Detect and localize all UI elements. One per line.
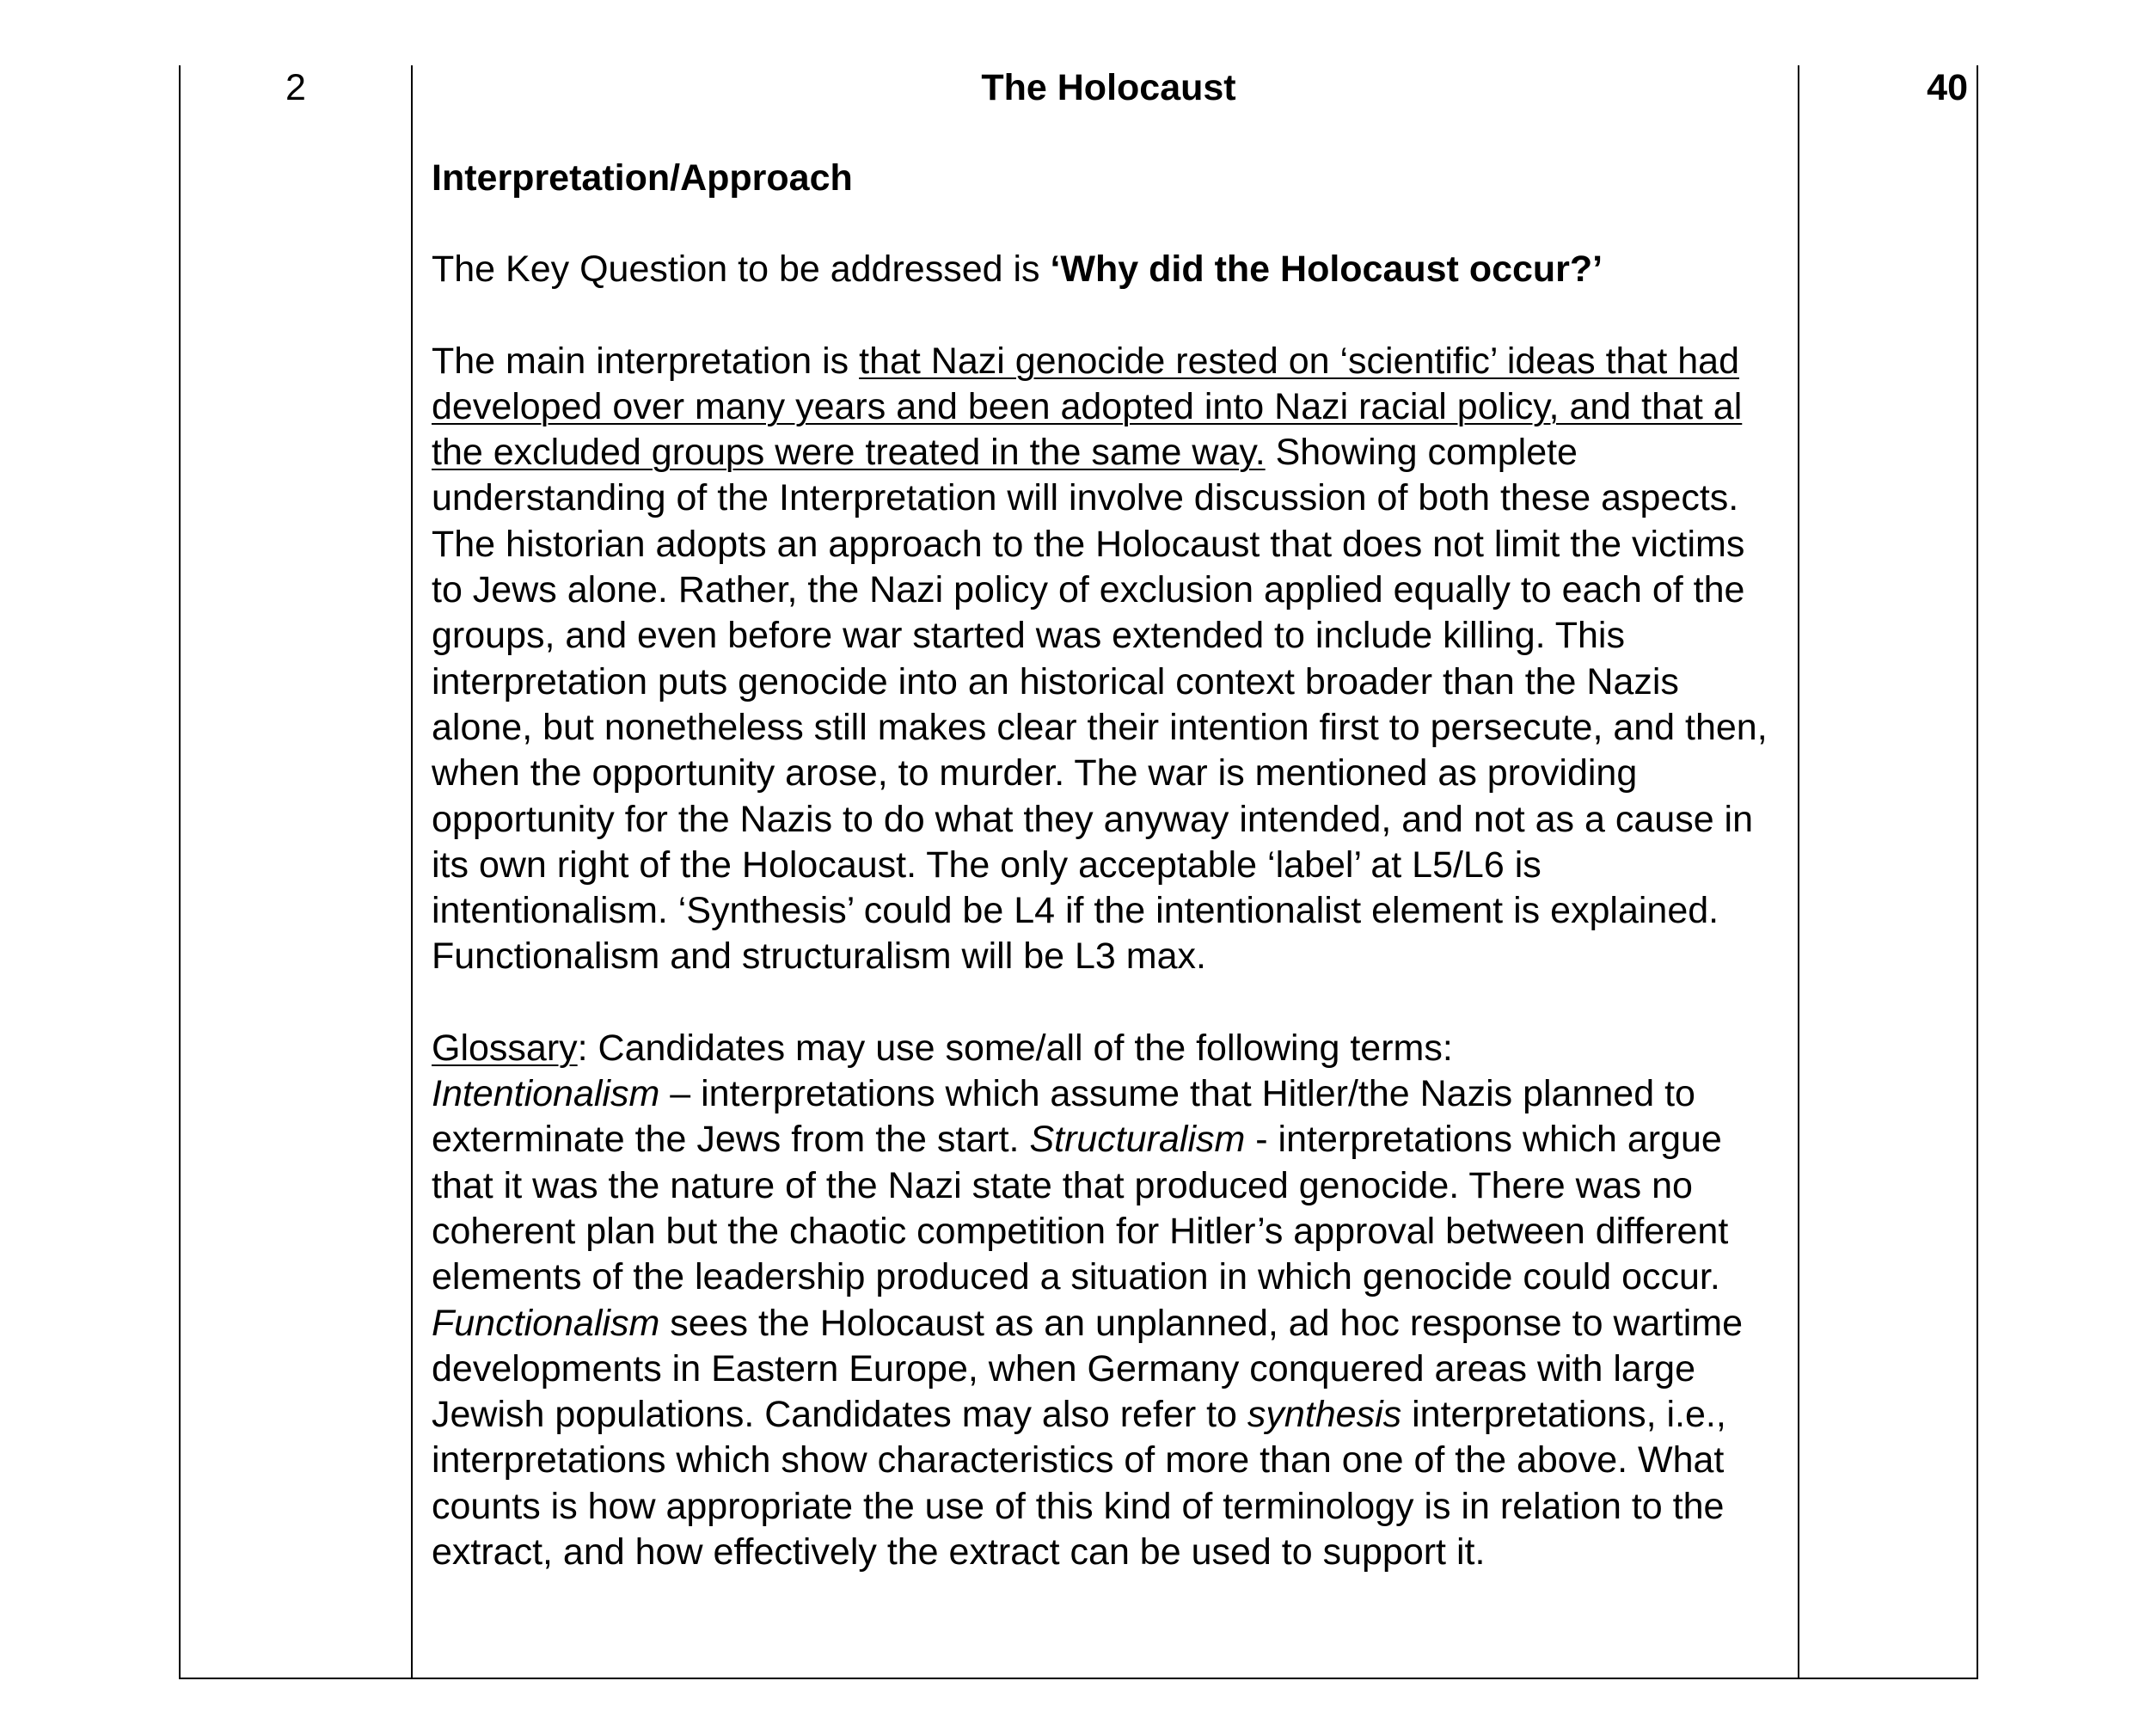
glossary-label: Glossary [432, 1027, 578, 1069]
glossary-term-synthesis: synthesis [1247, 1394, 1402, 1436]
question-number: 2 [285, 67, 306, 108]
main-interpretation-prefix: The main interpretation is [432, 340, 860, 382]
question-title: The Holocaust [981, 67, 1236, 108]
section-heading: Interpretation/Approach [432, 157, 853, 199]
glossary-def-intentionalism: – interpretations which assume that Hitler/the Nazis planned to exterminate the Jews from the start. [432, 1073, 1695, 1161]
main-interpretation-underlined: that Nazi genocide rested on ‘scientific’ ideas that had developed over many years and been adopted into Nazi racial policy, and that al the excluded groups were treated in the same way. [432, 340, 1743, 474]
glossary-term-functionalism: Functionalism [432, 1302, 660, 1344]
column-divider [1798, 65, 1799, 1678]
key-question-prefix: The Key Question to be addressed is [432, 248, 1051, 291]
mark-scheme-table [179, 65, 1978, 1679]
glossary-def-structuralism: - interpretations which argue that it was the nature of the Nazi state that produced genocide. There was no coherent plan but the chaotic competition for Hitler’s approval between different elements of the leadership produced a situation in which genocide could occur. [432, 1119, 1729, 1298]
glossary-intro: : Candidates may use some/all of the following terms: [577, 1027, 1453, 1069]
answer-guidance-cell [432, 65, 1786, 1575]
key-question-paragraph [432, 247, 1786, 292]
marks-value: 40 [1927, 67, 1968, 108]
glossary-def-synthesis: interpretations, i.e., interpretations which show characteristics of more than one of the above. What counts is how appropriate the use of this kind of terminology is in relation to the extract, and how effectively the extract can be used to support it. [432, 1394, 1726, 1573]
main-interpretation-text: Showing complete understanding of the Interpretation will involve discussion of both these aspects. The historian adopts an approach to the Holocaust that does not limit the victims to Jews alone. Rather, the Nazi policy of exclusion applied equally to each of the groups, and even before war started was extended to include killing. This interpretation puts genocide into an historical context broader than the Nazis alone, but nonetheless still makes clear their intention first to persecute, and then, when the opportunity arose, to murder. The war is mentioned as providing opportunity for the Nazis to do what they anyway intended, and not as a cause in its own right of the Holocaust. The only acceptable ‘label’ at L5/L6 is intentionalism. ‘Synthesis’ could be L4 if the intentionalist element is explained. Functionalism and structuralism will be L3 max. [432, 432, 1768, 978]
column-divider [411, 65, 413, 1678]
key-question-text: ‘Why did the Holocaust occur?’ [1050, 248, 1603, 291]
glossary-term-intentionalism: Intentionalism [432, 1073, 660, 1115]
glossary-paragraph [432, 1026, 1786, 1576]
glossary-term-structuralism: Structuralism [1029, 1119, 1246, 1161]
glossary-def-functionalism: sees the Holocaust as an unplanned, ad hoc response to wartime developments in Eastern Europe, when Germany conquered areas with large Jewish populations. Candidates may also refer to [432, 1302, 1743, 1436]
main-interpretation-paragraph [432, 339, 1786, 980]
